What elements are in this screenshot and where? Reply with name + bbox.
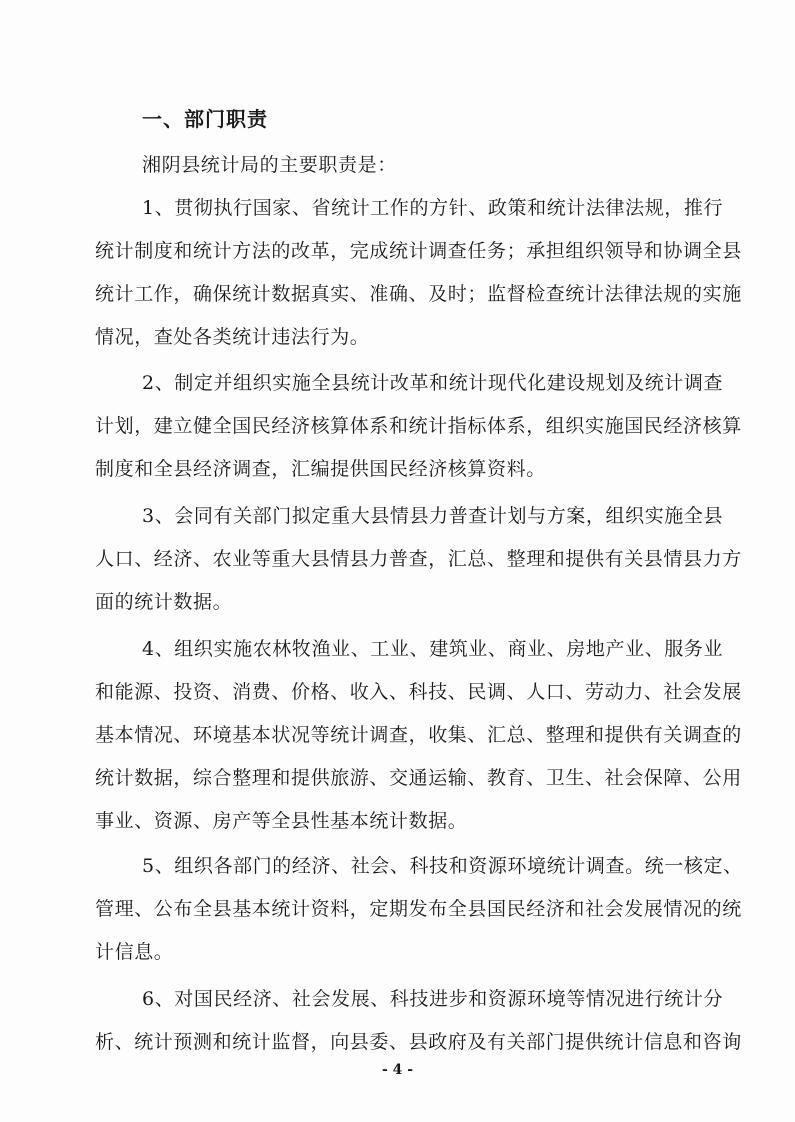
para4-line2: 和能源、投资、消费、价格、收入、科技、民调、人口、劳动力、社会发展 xyxy=(95,681,742,703)
para2-line2: 计划，建立健全国民经济核算体系和统计指标体系，组织实施国民经济核算 xyxy=(95,415,742,437)
para3-line3: 面的统计数据。 xyxy=(95,591,233,613)
para1-line1: 1、贯彻执行国家、省统计工作的方针、政策和统计法律法规，推行 xyxy=(142,197,724,219)
section-heading: 一、部门职责 xyxy=(142,107,268,131)
intro-line: 湘阴县统计局的主要职责是： xyxy=(142,154,397,176)
para4-line3: 基本情况、环境基本状况等统计调查，收集、汇总、整理和提供有关调查的 xyxy=(95,724,742,746)
para1-line2: 统计制度和统计方法的改革，完成统计调查任务；承担组织领导和协调全县 xyxy=(95,240,742,262)
para5-line2: 管理、公布全县基本统计资料，定期发布全县国民经济和社会发展情况的统 xyxy=(95,898,742,920)
para1-line4: 情况，查处各类统计违法行为。 xyxy=(95,326,370,348)
para5-line3: 计信息。 xyxy=(95,941,174,963)
para1-line3: 统计工作，确保统计数据真实、准确、及时；监督检查统计法律法规的实施 xyxy=(95,283,742,305)
para4-line5: 事业、资源、房产等全县性基本统计数据。 xyxy=(95,810,468,832)
para6-line1: 6、对国民经济、社会发展、科技进步和资源环境等情况进行统计分 xyxy=(142,988,724,1010)
para4-line4: 统计数据，综合整理和提供旅游、交通运输、教育、卫生、社会保障、公用 xyxy=(95,767,742,789)
para6-line2: 析、统计预测和统计监督，向县委、县政府及有关部门提供统计信息和咨询 xyxy=(95,1031,742,1053)
para2-line1: 2、制定并组织实施全县统计改革和统计现代化建设规划及统计调查 xyxy=(142,372,724,394)
page-number: - 4 - xyxy=(381,1062,414,1078)
para3-line1: 3、会同有关部门拟定重大县情县力普查计划与方案，组织实施全县 xyxy=(142,505,724,527)
para2-line3: 制度和全县经济调查，汇编提供国民经济核算资料。 xyxy=(95,458,546,480)
para4-line1: 4、组织实施农林牧渔业、工业、建筑业、商业、房地产业、服务业 xyxy=(142,638,724,660)
para3-line2: 人口、经济、农业等重大县情县力普查，汇总、整理和提供有关县情县力方 xyxy=(95,548,742,570)
para5-line1: 5、组织各部门的经济、社会、科技和资源环境统计调查。统一核定、 xyxy=(142,855,743,877)
